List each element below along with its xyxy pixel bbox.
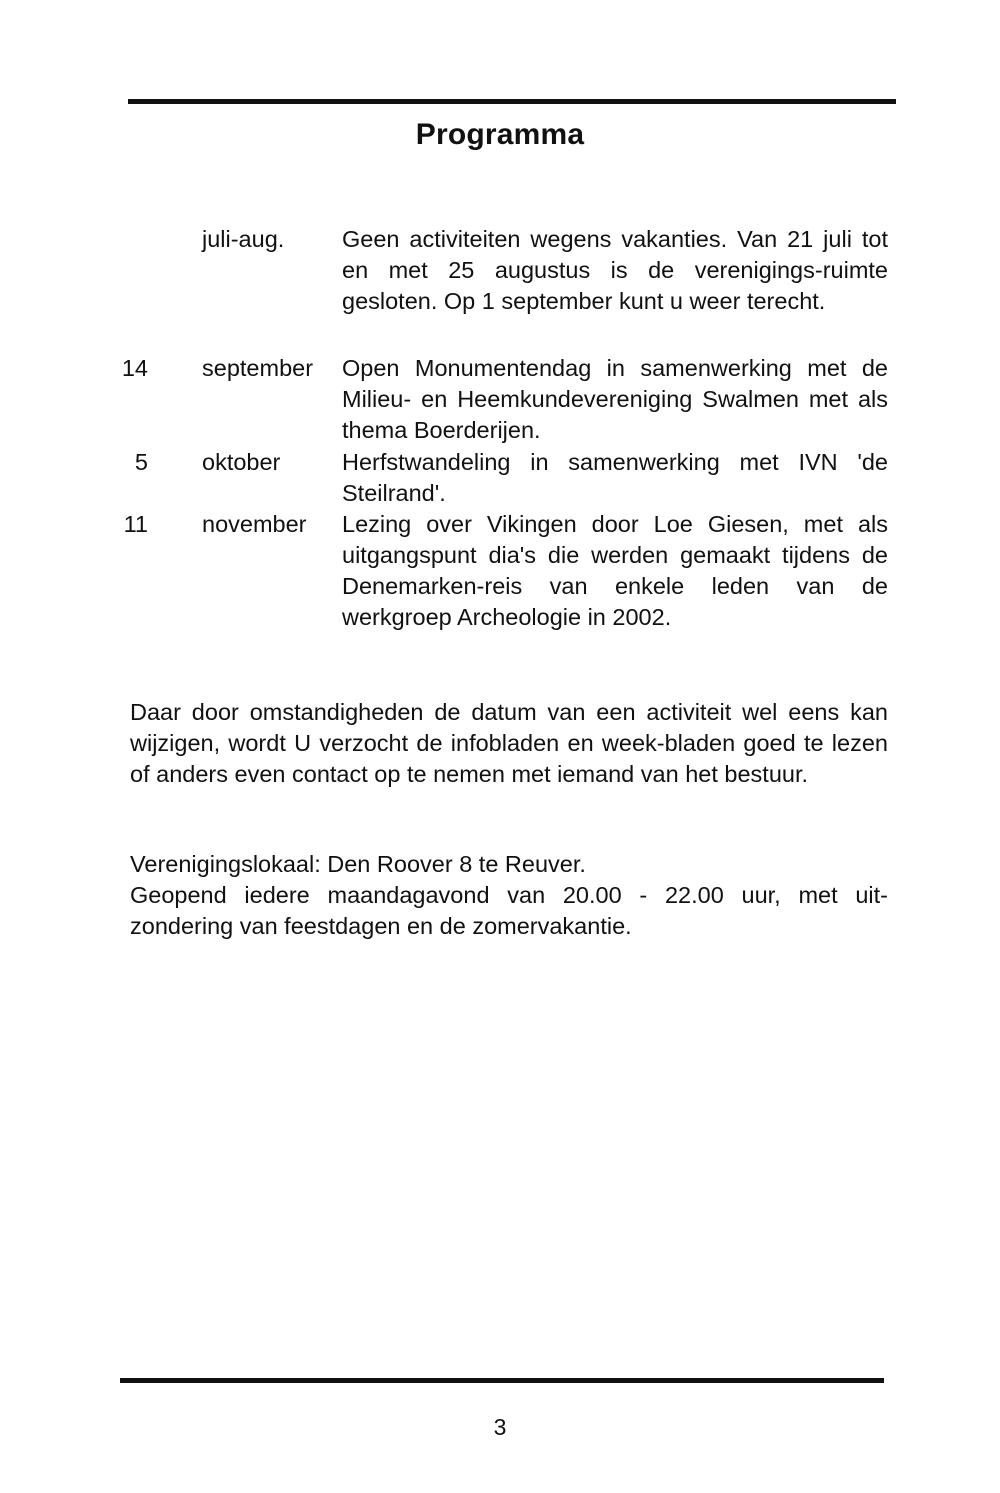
bottom-rule xyxy=(120,1378,884,1383)
page-title: Programma xyxy=(415,118,585,151)
top-rule xyxy=(128,99,896,104)
location-line: Verenigingslokaal: Den Roover 8 te Reuver. xyxy=(130,851,586,877)
schedule-month: november xyxy=(202,511,307,537)
schedule-month: september xyxy=(202,355,314,381)
schedule-day: 11 xyxy=(123,511,148,537)
schedule-description: Herfstwandeling in samenwerking met IVN 'de Steilrand'. xyxy=(342,449,888,506)
schedule-month: juli-aug. xyxy=(202,226,285,252)
notice-paragraph: Daar door omstandigheden de datum van een activiteit wel eens kan wijzigen, wordt U verzocht de infobladen en week-bladen goed te lezen of anders even contact op te nemen met iemand van het bestuur. xyxy=(130,699,888,787)
opening-hours-paragraph: Geopend iedere maandagavond van 20.00 - 22.00 uur, met uit-zondering van feestdagen en de zomervakantie. xyxy=(130,882,888,939)
schedule-month: oktober xyxy=(202,449,281,475)
schedule-description: Open Monumentendag in samenwerking met de Milieu- en Heemkundevereniging Swalmen met als thema Boerderijen. xyxy=(342,355,888,443)
page-number: 3 xyxy=(493,1414,507,1440)
schedule-description: Lezing over Vikingen door Loe Giesen, met als uitgangspunt dia's die werden gemaakt tijdens de Denemarken-reis van enkele leden van de werkgroep Archeologie in 2002. xyxy=(342,511,888,630)
schedule-description: Geen activiteiten wegens vakanties. Van 21 juli tot en met 25 augustus is de verenigings-ruimte gesloten. Op 1 september kunt u weer terecht. xyxy=(342,226,888,314)
schedule-day: 14 xyxy=(121,355,148,381)
schedule-day: 5 xyxy=(134,449,148,475)
